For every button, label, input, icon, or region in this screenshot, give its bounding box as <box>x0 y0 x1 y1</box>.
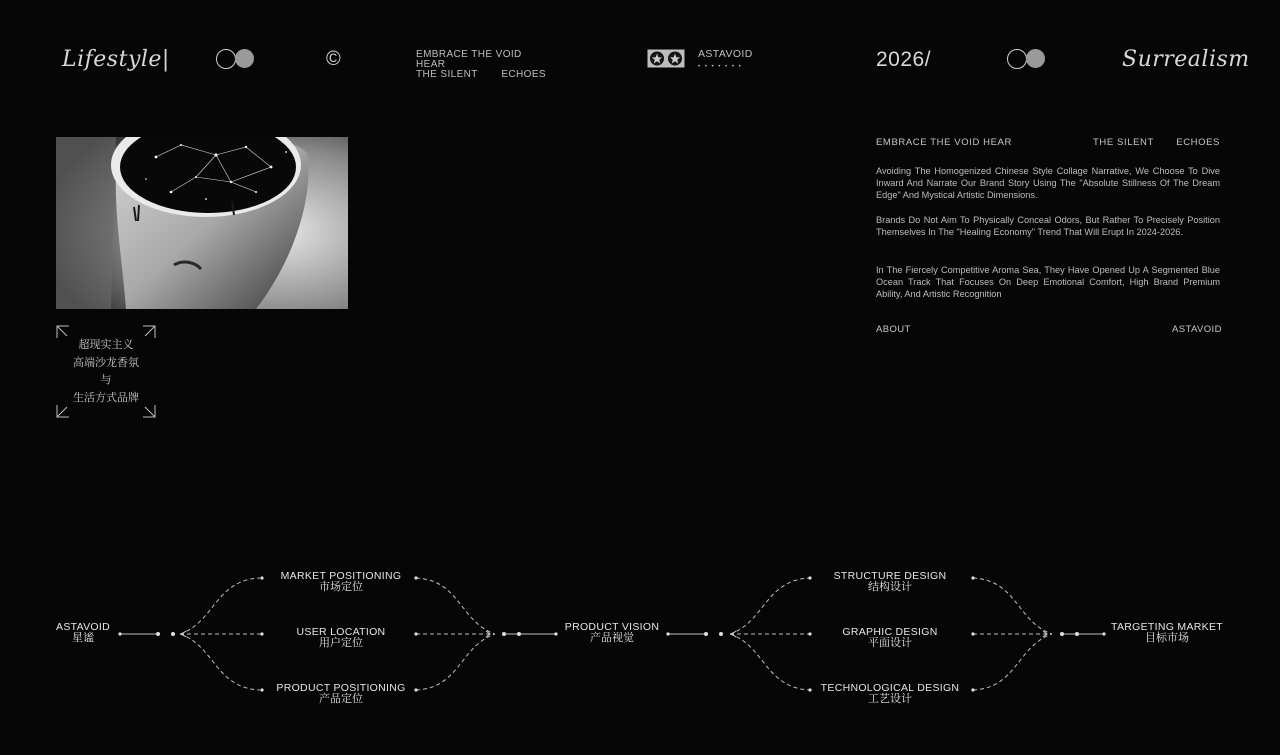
node-dot <box>808 688 811 691</box>
node-label-en: STRUCTURE DESIGN <box>833 570 947 582</box>
node-label-cn: 目标市场 <box>1144 632 1189 644</box>
flow-node-structure-design <box>834 571 947 593</box>
node-dot <box>971 632 974 635</box>
node-dot <box>517 632 521 636</box>
node-label-en: GRAPHIC DESIGN <box>842 626 938 638</box>
node-label-en: ASTAVOID <box>56 621 110 633</box>
flow-node-targeting-market <box>1111 622 1223 644</box>
intro-paragraph-2: Brands Do Not Aim To Physically Conceal Odors, But Rather To Precisely Position Themselves In The "Healing Economy" Trend That Will Erupt In 2024-2026. <box>876 215 1220 237</box>
flow-node-product-positioning <box>276 683 405 705</box>
surreal-head-image <box>56 137 348 309</box>
node-dot <box>808 576 811 579</box>
tagline-line-2b: ECHOES <box>501 69 546 80</box>
node-dot <box>666 632 669 635</box>
connector-g1-top-out <box>416 578 495 634</box>
node-dot <box>971 576 974 579</box>
intro-heading-b: THE SILENT <box>1093 137 1154 148</box>
flow-node-market-positioning <box>281 571 402 593</box>
node-dot <box>414 688 417 691</box>
intro-heading-c: ECHOES <box>1176 137 1220 148</box>
node-dot <box>808 632 811 635</box>
brand-block <box>698 49 753 72</box>
flow-node-product-vision <box>565 622 659 644</box>
node-label-cn: 星谧 <box>72 632 94 644</box>
tagline-line-2a: THE SILENT <box>416 69 478 80</box>
flow-node-graphic-design <box>842 627 937 649</box>
node-label-en: PRODUCT VISION <box>564 621 660 633</box>
node-dot <box>502 632 506 636</box>
connector-g2-bot <box>730 634 810 690</box>
brand-name: ASTAVOID <box>698 48 753 60</box>
node-dot <box>1060 632 1064 636</box>
node-label-cn: 产品定位 <box>319 693 363 705</box>
double-circle-icon-right <box>1007 49 1047 69</box>
node-dot <box>260 632 263 635</box>
copyright-icon: © <box>326 48 341 70</box>
connector-g2-top-out <box>973 578 1052 634</box>
connector-g1-top <box>180 578 260 634</box>
node-dot <box>171 632 175 636</box>
lifestyle-wordmark: Lifestyle| <box>62 47 170 72</box>
tagline-line-1: EMBRACE THE VOID HEAR <box>416 49 522 70</box>
double-circle-icon <box>216 49 256 69</box>
flow-node-start <box>56 622 110 644</box>
node-dot <box>260 688 263 691</box>
node-label-en: TARGETING MARKET <box>1111 621 1223 633</box>
about-link[interactable]: ABOUT <box>876 324 911 335</box>
node-dot <box>554 632 557 635</box>
brand-dots: • • • • • • • <box>698 64 743 70</box>
connector-g2-top <box>730 578 810 634</box>
node-dot <box>1102 632 1105 635</box>
intro-paragraph-1: Avoiding The Homogenized Chinese Style Collage Narrative, We Choose To Dive Inward And Narrate Our Brand Story Using The "Absolute Stillness Of The Dream Edge" And Mystical Artistic Dimensions. <box>876 166 1220 200</box>
caption-line-1: 超现实主义 <box>78 339 134 351</box>
node-label-en: TECHNOLOGICAL DESIGN <box>820 682 960 694</box>
connector-g1-bot-out <box>416 634 495 690</box>
connector-g2-bot-out <box>973 634 1052 690</box>
node-dot <box>1075 632 1079 636</box>
intro-heading-a: EMBRACE THE VOID HEAR <box>876 137 1012 148</box>
caption-line-2: 高端沙龙香氛 <box>73 356 139 369</box>
node-label-cn: 工艺设计 <box>867 693 912 705</box>
connector-g1-bot <box>180 634 260 690</box>
node-dot <box>414 576 417 579</box>
node-dot <box>260 576 263 579</box>
node-label-en: USER LOCATION <box>296 626 386 638</box>
caption-frame <box>56 325 156 418</box>
year-label: 2026/ <box>876 48 932 71</box>
node-dot <box>156 632 160 636</box>
node-label-cn: 结构设计 <box>867 581 912 593</box>
node-label-cn: 市场定位 <box>318 581 363 593</box>
node-dot <box>118 632 121 635</box>
surrealism-wordmark: Surrealism <box>1122 47 1250 72</box>
caption-line-3: 与 <box>100 374 112 386</box>
star-badge-icon <box>647 49 685 73</box>
node-label-cn: 平面设计 <box>868 637 912 649</box>
intro-paragraph-3: In The Fiercely Competitive Aroma Sea, They Have Opened Up A Segmented Blue Ocean Track That Focuses On Deep Emotional Comfort, High Brand Premium Ability, And Artistic Recognition <box>876 265 1220 299</box>
flow-node-user-location <box>297 627 386 649</box>
node-label-en: MARKET POSITIONING <box>280 570 402 582</box>
astavoid-link[interactable]: ASTAVOID <box>1172 324 1222 335</box>
header-tagline <box>416 50 546 80</box>
flow-node-technological-design <box>821 683 960 705</box>
node-dot <box>971 688 974 691</box>
node-label-cn: 用户定位 <box>318 637 363 649</box>
node-dot <box>704 632 708 636</box>
node-label-cn: 产品视觉 <box>590 632 634 644</box>
caption-line-4: 生活方式品牌 <box>73 391 139 404</box>
intro-heading <box>876 137 1220 148</box>
node-label-en: PRODUCT POSITIONING <box>276 682 406 694</box>
node-dot <box>719 632 723 636</box>
node-dot <box>414 632 417 635</box>
